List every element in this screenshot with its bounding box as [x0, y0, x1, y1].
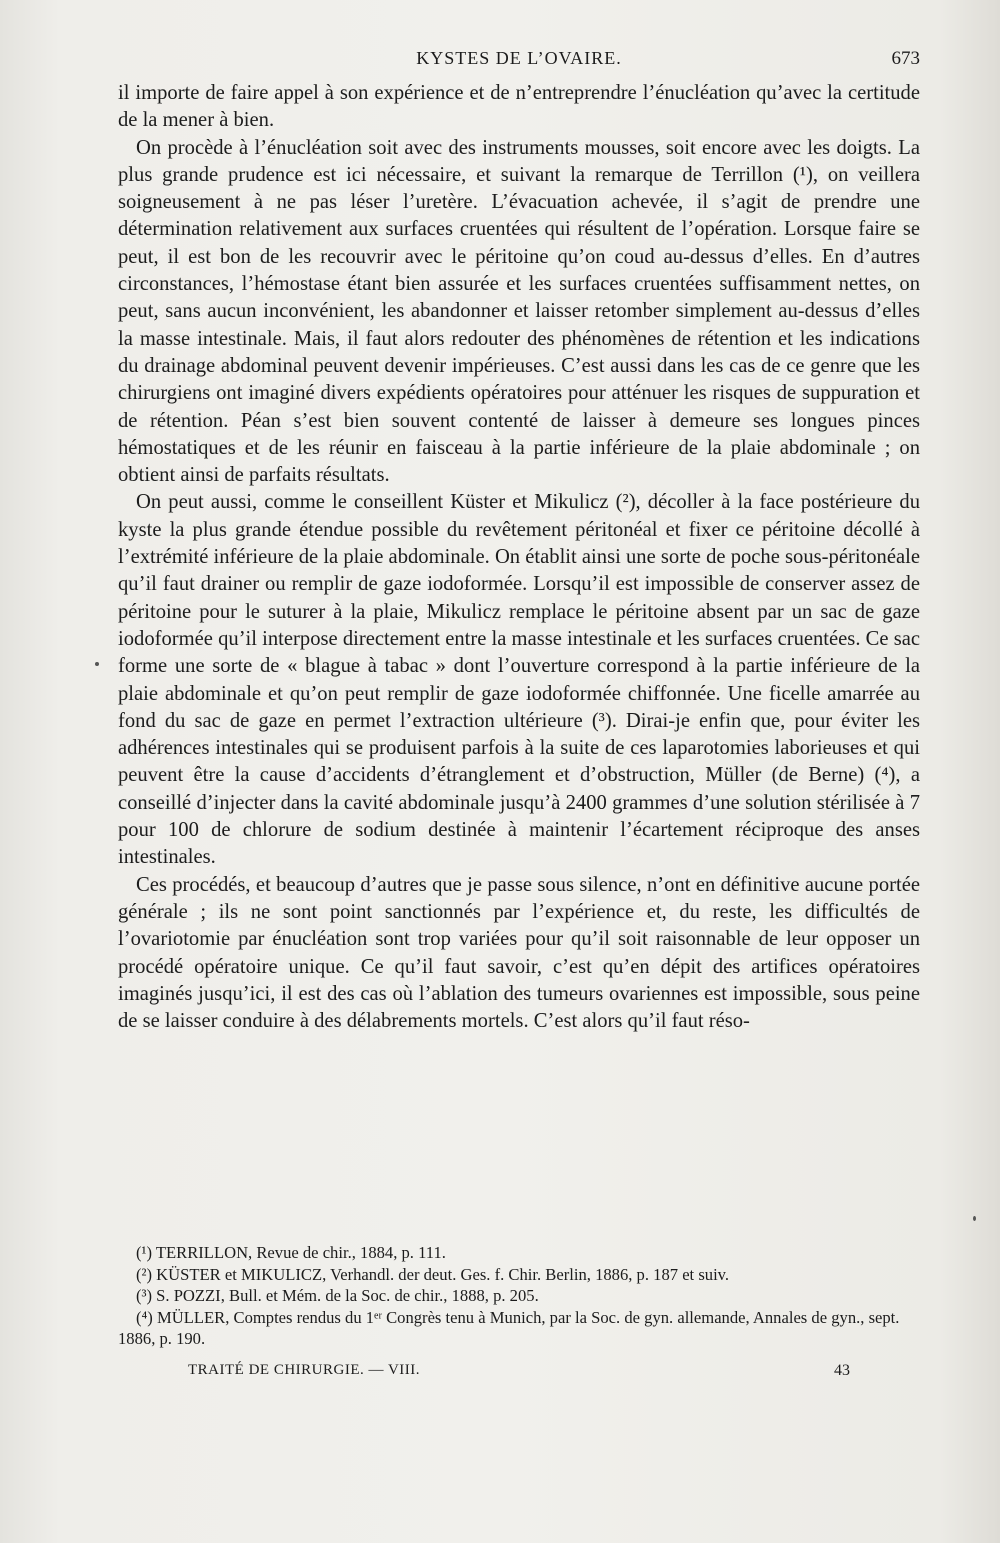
running-head-title: KYSTES DE L’OVAIRE. [416, 48, 622, 68]
paragraph: On procède à l’énucléation soit avec des instruments mousses, soit encore avec les doigts. La plus grande prudence est ici nécessaire, et suivant la remarque de Terrillon (¹), on veillera soigneusement à ne pas léser l’uretère. L’évacuation achevée, il s’agit de prendre une détermination relativement aux surfaces cruentées qui résultent de l’opération. Lorsque faire se peut, il est bon de les recouvrir avec le péritoine qu’on coud au-dessus d’elles. En d’autres circonstances, l’hémostase étant bien assurée et les surfaces cruentées suffisamment nettes, on peut, sans aucun inconvénient, les abandonner et laisser retomber simplement au-dessus d’elles la masse intestinale. Mais, il faut alors redouter des phénomènes de rétention et les indications du drainage abdominal peuvent devenir impérieuses. C’est aussi dans les cas de ce genre que les chirurgiens ont imaginé divers expédients opératoires pour atténuer les risques de suppuration et de rétention. Péan s’est bien souvent contenté de laisser à demeure ses longues pinces hémostatiques et de les réunir en faisceau à la partie inférieure de la plaie abdominale ; on obtient ainsi de parfaits résultats. [118, 136, 920, 487]
footnote: (⁴) MÜLLER, Comptes rendus du 1ᵉʳ Congrès tenu à Munich, par la Soc. de gyn. allemande, Annales de gyn., sept. 1886, p. 190. [118, 1307, 900, 1348]
signature-mark: TRAITÉ DE CHIRURGIE. — VIII. [188, 1362, 421, 1378]
signature-number: 43 [834, 1362, 850, 1379]
paragraph: Ces procédés, et beaucoup d’autres que je passe sous silence, n’ont en définitive aucune portée générale ; ils ne sont point sanctionnés par l’expérience et, du reste, les difficultés de l’ovariotomie par énucléation sont trop variées pour qu’il soit raisonnable de leur opposer un procédé opératoire unique. Ce qu’il faut savoir, c’est qu’en dépit des artifices opératoires imaginés jusqu’ici, il est des cas où l’ablation des tumeurs ovariennes est impossible, sous peine de se laisser conduire à des délabrements mortels. C’est alors qu’il faut réso- [118, 873, 920, 1033]
page-footer [188, 1362, 850, 1386]
body-text [118, 80, 920, 1035]
paragraph: On peut aussi, comme le conseillent Küster et Mikulicz (²), décoller à la face postérieure du kyste la plus grande étendue possible du revêtement péritonéal et fixer ce péritoine décollé à l’extrémité inférieure de la plaie abdominale. On établit ainsi une sorte de poche sous-péritonéale qu’il faut drainer ou remplir de gaze iodoformée. Lorsqu’il est impossible de conserver assez de péritoine pour le suturer à la plaie, Mikulicz remplace le péritoine absent par un sac de gaze iodoformée qu’il interpose directement entre la masse intestinale et les surfaces cruentées. Ce sac forme une sorte de « blague à tabac » dont l’ouverture correspond à la partie inférieure de la plaie abdominale et qu’on peut remplir de gaze iodoformée chiffonnée. Une ficelle amarrée au fond du sac de gaze en permet l’extraction ultérieure (³). Dirai-je enfin que, pour éviter les adhérences intestinales qui se produisent parfois à la suite de ces laparotomies laborieuses et qui peuvent être la cause d’accidents d’étranglement et d’obstruction, Müller (de Berne) (⁴), a conseillé d’injecter dans la cavité abdominale jusqu’à 2400 grammes d’une solution stérilisée à 7 pour 100 de chlorure de sodium destinée à maintenir l’écartement réciproque des anses intestinales. [118, 491, 920, 869]
running-head [118, 48, 920, 76]
ink-speck [973, 1216, 976, 1221]
footnote: (²) KÜSTER et MIKULICZ, Verhandl. der deut. Ges. f. Chir. Berlin, 1886, p. 187 et suiv. [136, 1264, 730, 1284]
footnotes [118, 1242, 920, 1350]
footnote: (³) S. POZZI, Bull. et Mém. de la Soc. de chir., 1888, p. 205. [136, 1286, 539, 1305]
paragraph: il importe de faire appel à son expérience et de n’entreprendre l’énucléation qu’avec la certitude de la mener à bien. [118, 82, 920, 132]
ink-speck [95, 662, 99, 666]
page-number: 673 [891, 48, 920, 69]
footnote: (¹) TERRILLON, Revue de chir., 1884, p. 111. [136, 1243, 446, 1262]
